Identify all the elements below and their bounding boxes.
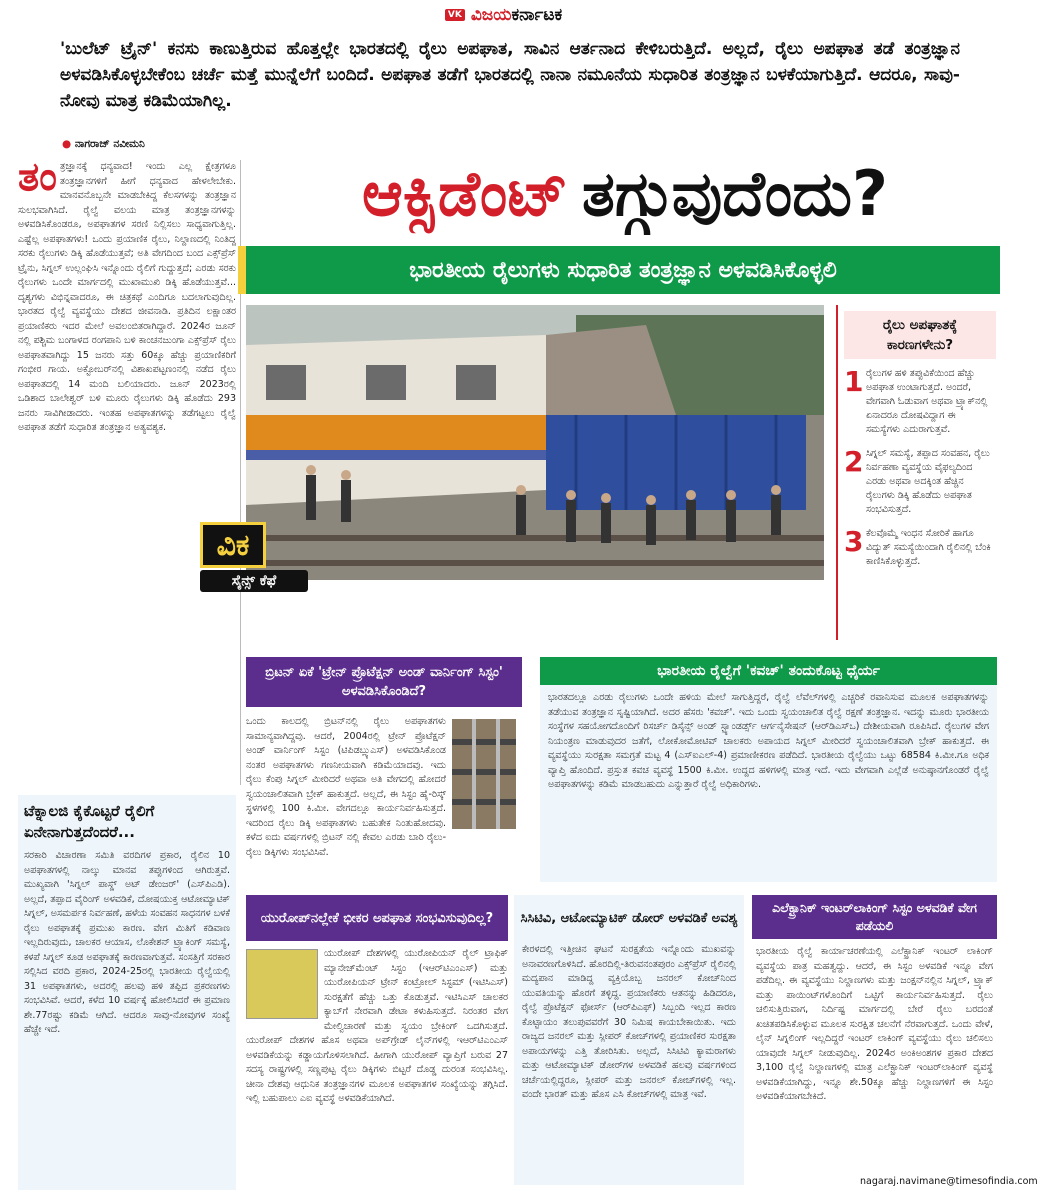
reason-text: ಕೆಲವೊಮ್ಮೆ ಇಂಧನ ಸೋರಿಕೆ ಹಾಗೂ ವಿದ್ಯುತ್ ಸಮಸ್ಯೆಯಿಂದಾಗಿ ರೈಲಿನಲ್ಲಿ ಬೆಂಕಿ ಕಾಣಿಸಿಕೊಳ್ಳುತ್ತದೆ. [866, 528, 991, 567]
europe-text: ಯುರೋಪ್ ದೇಶಗಳಲ್ಲಿ ಯುರೋಪಿಯನ್ ರೈಲ್ ಟ್ರಾಫಿಕ್ ಮ್ಯಾನೇಜ್‌ಮೆಂಟ್ ಸಿಸ್ಟಂ (ಇಆರ್‌ಟಿಎಂಎಸ್) ಮತ್ತು ಯುರೋಪಿಯನ್ ಟ್ರೇನ್ ಕಂಟ್ರೋಲ್ ಸಿಸ್ಟಮ್ (ಇಟಿಸಿಎಸ್) ಸುರಕ್ಷತೆಗೆ ಹೆಚ್ಚು ಒತ್ತು ಕೊಡುತ್ತವೆ. ಇಟಿಸಿಎಸ್ ಚಾಲಕರ ಕ್ಯಾಬ್‌ಗೆ ನೇರವಾಗಿ ಡೇಟಾ ಕಳುಹಿಸುತ್ತದೆ. ನಿರಂತರ ವೇಗ ಮೇಲ್ವಿಚಾರಣೆ ಮತ್ತು ಸ್ವಯಂ ಬ್ರೇಕಿಂಗ್ ಒದಗಿಸುತ್ತದೆ. ಯುರೋಪ್ ದೇಶಗಳ ಹೊಸ ಅಥವಾ ಅಪ್‌ಗ್ರೇಡ್ ಲೈನ್‌ಗಳಲ್ಲಿ ಇಆರ್‌ಟಿಎಂಎಸ್ ಅಳವಡಿಕೆಯನ್ನು ಕಡ್ಡಾಯಗೊಳಿಸಲಾಗಿದೆ. ಹೀಗಾಗಿ ಯುರೋಪ್ ವ್ಯಾಪ್ತಿಗೆ ಬರುವ 27 ಸದಸ್ಯ ರಾಷ್ಟ್ರಗಳಲ್ಲಿ ಸಣ್ಣಪುಟ್ಟ ರೈಲು ಡಿಕ್ಕಿಗಳು ಬಿಟ್ಟರೆ ದೊಡ್ಡ ದುರಂತ ಸಂಭವಿಸಿಲ್ಲ. ಚೀನಾ ದೇಶವು ಆಧುನಿಕ ತಂತ್ರಜ್ಞಾನಗಳ ಮೂಲಕ ಅಪಘಾತಗಳ ಸಂಖ್ಯೆಯನ್ನು ತಗ್ಗಿಸಿದೆ. ಇಲ್ಲಿ ಬಹುಪಾಲು ಎಐ ವ್ಯವಸ್ಥೆ ಅಳವಡಿಕೆಯಾಗಿದೆ. [246, 948, 508, 1104]
europe-train-image [246, 949, 318, 1019]
left-column-article [18, 154, 236, 436]
kavach-title: ಭಾರತೀಯ ರೈಲ್ವೆಗೆ 'ಕವಚ್' ತಂದುಕೊಟ್ಟ ಧೈರ್ಯ [540, 657, 997, 685]
byline: ● ನಾಗರಾಜ್ ನವೀಮನಿ [62, 138, 145, 151]
accident-illustration [246, 305, 824, 580]
headline-part1: ಆಕ್ಸಿಡೆಂಟ್ [362, 157, 569, 230]
europe-box [246, 895, 508, 1185]
reason-item [844, 367, 992, 437]
reason-text: ಸಿಗ್ನಲ್ ಸಮಸ್ಯೆ, ತಪ್ಪಾದ ಸಂವಹನ, ರೈಲು ನಿರ್ವಹಣಾ ವ್ಯವಸ್ಥೆಯ ವೈಫಲ್ಯದಿಂದ ಎರಡು ಅಥವಾ ಅದಕ್ಕಿಂತ ಹೆಚ್ಚಿನ ರೈಲುಗಳು ಡಿಕ್ಕಿ ಹೊಡೆದು ಅಪಘಾತ ಸಂಭವಿಸುತ್ತದೆ. [866, 448, 990, 515]
cctv-text: ಕೇರಳದಲ್ಲಿ ಇತ್ತೀಚಿನ ಘಟನೆ ಸುರಕ್ಷತೆಯ ಇನ್ನೊಂದು ಮುಖವನ್ನು ಅನಾವರಣಗೊಳಿಸಿದೆ. ಹೊರದಿಲ್ಲಿ-ತಿರುವನಂತಪುರಂ ಎಕ್ಸ್‌ಪ್ರೆಸ್ ರೈಲಿನಲ್ಲಿ ಮದ್ಯಪಾನ ಮಾಡಿದ್ದ ವ್ಯಕ್ತಿಯೊಬ್ಬ ಜನರಲ್ ಕೋಚ್‌ನಿಂದ ಯುವತಿಯನ್ನು ಹೊರಗೆ ತಳ್ಳಿದ್ದ. ಪ್ರಯಾಣಿಕರು ಆತನನ್ನು ಹಿಡಿದರೂ, ರೈಲ್ವೆ ಪ್ರೊಟೆಕ್ಷನ್ ಫೋರ್ಸ್ (ಆರ್‌ಪಿಎಫ್) ಸಿಬ್ಬಂದಿ ಇಲ್ಲದ ಕಾರಣ ಕೊಟ್ಟಾಯಂ ತಲುಪುವವರೆಗೆ 30 ನಿಮಿಷ ಕಾಯಬೇಕಾಯಿತು. ಇದು ರಾಜ್ಯದ ಜನರಲ್ ಮತ್ತು ಸ್ಲೀಪರ್ ಕೋಚ್‌ಗಳಲ್ಲಿ ಪ್ರಯಾಣಿಕರ ಸುರಕ್ಷತಾ ಅಪಾಯಗಳನ್ನು ಎತ್ತಿ ತೋರಿಸಿತು. ಅಲ್ಲದೆ, ಸಿಸಿಟಿವಿ ಕ್ಯಾಮರಾಗಳು ಮತ್ತು ಆಟೋಮ್ಯಾಟಿಕ್ ಡೋರ್‌ಗಳ ಅಳವಡಿಕೆ ಹಲವು ವರ್ಷಗಳಿಂದ ಚರ್ಚೆಯಲ್ಲಿದ್ದರೂ, ಸ್ಲೀಪರ್ ಮತ್ತು ಜನರಲ್ ಕೋಚ್‌ಗಳಲ್ಲಿ ಇಲ್ಲ. ವಂದೇ ಭಾರತ್ ಮತ್ತು ಹೊಸ ಎಸಿ ಕೋಚ್‌ಗಳಲ್ಲಿ ಮಾತ್ರ ಇವೆ. [522, 944, 736, 1100]
track-image [452, 719, 516, 829]
cctv-box [514, 895, 744, 1185]
reasons-box [836, 305, 996, 640]
interlocking-text: ಭಾರತೀಯ ರೈಲ್ವೆ ಕಾರ್ಯಾಚರಣೆಯಲ್ಲಿ ಎಲೆಕ್ಟ್ರಾನಿಕ್ ಇಂಟರ್ ಲಾಕಿಂಗ್ ವ್ಯವಸ್ಥೆಯ ಪಾತ್ರ ಮಹತ್ವದ್ದು. ಆದರೆ, ಈ ಸಿಸ್ಟಂ ಅಳವಡಿಕೆ ಇನ್ನೂ ವೇಗ ಪಡೆದಿಲ್ಲ. ಈ ವ್ಯವಸ್ಥೆಯು ನಿಲ್ದಾಣಗಳು ಮತ್ತು ಜಂಕ್ಷನ್‌ನಲ್ಲಿನ ಸಿಗ್ನಲ್, ಟ್ರ್ಯಾಕ್ ಮತ್ತು ಪಾಯಿಂಟ್‌ಗಳೊಂದಿಗೆ ಒಟ್ಟಿಗೆ ಕಾರ್ಯನಿರ್ವಹಿಸುತ್ತದೆ. ರೈಲು ಚಲಿಸುತ್ತಿರುವಾಗ, ನಿರ್ದಿಷ್ಟ ಮಾರ್ಗದಲ್ಲಿ ಬೇರೆ ರೈಲು ಬರದಂತೆ ಖಚಿತಪಡಿಸಿಕೊಳ್ಳುವ ಮೂಲಕ ಸುರಕ್ಷಿತ ಚಲನೆಗೆ ನೆರವಾಗುತ್ತದೆ. ಒಂದು ವೇಳೆ, ಲೈನ್ ಸಿಗ್ನಲಿಂಗ್ ಇಲ್ಲದಿದ್ದರೆ ಇಂಟರ್ ಲಾಕಿಂಗ್ ವ್ಯವಸ್ಥೆಯು ರೈಲು ಚಲಿಸಲು ಯಾವುದೇ ಸಿಗ್ನಲ್ ನೀಡುವುದಿಲ್ಲ. 2024ರ ಅಂಕಿಅಂಶಗಳ ಪ್ರಕಾರ ದೇಶದ 3,100 ರೈಲ್ವೆ ನಿಲ್ದಾಣಗಳಲ್ಲಿ ಮಾತ್ರ ಎಲೆಕ್ಟ್ರಾನಿಕ್ ಇಂಟರ್‌ಲಾಕಿಂಗ್ ವ್ಯವಸ್ಥೆ ಅಳವಡಿಕೆಯಾಗಿದ್ದು, ಇನ್ನೂ ಶೇ.50ಕ್ಕೂ ಹೆಚ್ಚು ನಿಲ್ದಾಣಗಳಿಗೆ ಈ ಸಿಸ್ಟಂ ಅಳವಡಿಕೆಯಾಗಬೇಕಿದೆ. [756, 946, 993, 1102]
reasons-title: ರೈಲು ಅಪಘಾತಕ್ಕೆ ಕಾರಣಗಳೇನು? [844, 311, 996, 359]
interlocking-box [752, 895, 997, 1170]
britain-box [246, 657, 522, 887]
reason-text: ರೈಲುಗಳ ಹಳಿ ತಪ್ಪುವಿಕೆಯಿಂದ ಹೆಚ್ಚು ಅಪಘಾತ ಉಂಟಾಗುತ್ತದೆ. ಅಂದರೆ, ವೇಗವಾಗಿ ಓಡುವಾಗ ಅಥವಾ ಟ್ರ್ಯಾಕ್‌ನಲ್ಲಿ ಏನಾದರೂ ದೋಷವಿದ್ದಾಗ ಈ ಸಮಸ್ಯೆಗಳು ಎದುರಾಗುತ್ತವೆ. [866, 368, 988, 435]
headline-part2: ತಗ್ಗುವುದೆಂದು? [582, 157, 888, 230]
left-column-text: ತ್ರಜ್ಞಾನಕ್ಕೆ ಧನ್ಯವಾದ! ಇಂದು ಎಲ್ಲ ಕ್ಷೇತ್ರಗಳೂ ತಂತ್ರಜ್ಞಾನಗಳಿಗೆ ಹೀಗೆ ಧನ್ಯವಾದ ಹೇಳಲೇಬೇಕು. ಮಾನವನೊಬ್ಬನೇ ಮಾಡಬೇಕಿದ್ದ ಕೆಲಸಗಳನ್ನು ತಂತ್ರಜ್ಞಾನ ಸುಲಭವಾಗಿಸಿದೆ. ರೈಲ್ವೆ ವಲಯ ಮಾತ್ರ ತಂತ್ರಜ್ಞಾನಗಳನ್ನು ಅಳವಡಿಸಿಕೊಂಡರೂ, ಅಪಘಾತಗಳ ಸರಣಿ ನಿಲ್ಲಿಸಲು ಸಾಧ್ಯವಾಗುತ್ತಿಲ್ಲ. ಎಷ್ಟೆಲ್ಲ ಅಪಘಾತಗಳು! ಒಂದು ಪ್ರಯಾಣಿಕ ರೈಲು, ನಿಲ್ದಾಣದಲ್ಲಿ ನಿಂತಿದ್ದ ಸರಕು ರೈಲುಗಳು ಡಿಕ್ಕಿ ಹೊಡೆಯುತ್ತವೆ; ಅತಿ ವೇಗದಿಂದ ಬಂದ ಎಕ್ಸ್‌ಪ್ರೆಸ್ ಟ್ರೈನು, ಸಿಗ್ನಲ್ ಉಲ್ಲಂಘಿಸಿ ಇನ್ನೊಂದು ರೈಲಿಗೆ ಗುದ್ದುತ್ತದೆ; ಎರಡು ಸರಕು ರೈಲುಗಳು ಒಂದೇ ಮಾರ್ಗದಲ್ಲಿ ಮುಖಾಮುಖಿ ಡಿಕ್ಕಿ ಹೊಡೆಯುತ್ತವೆ... ದೃಶ್ಯಗಳು ವಿಭಿನ್ನವಾದರೂ, ಈ ಚಿತ್ರಕಥೆ ಎಂದಿಗೂ ಬದಲಾಗುವುದಿಲ್ಲ. ಭಾರತದ ರೈಲ್ವೆ ವ್ಯವಸ್ಥೆಯು ದೇಶದ ಜೀವನಾಡಿ. ಪ್ರತಿದಿನ ಲಕ್ಷಾಂತರ ಪ್ರಯಾಣಿಕರು ಇದರ ಮೇಲೆ ಅವಲಂಬಿತರಾಗಿದ್ದಾರೆ. 2024ರ ಜೂನ್ ನಲ್ಲಿ ಪಶ್ಚಿಮ ಬಂಗಾಳದ ರಂಗಪಾನಿ ಬಳಿ ಕಾಂಚನಜುಂಗಾ ಎಕ್ಸ್‌ಪ್ರೆಸ್ ರೈಲು ಅಪಘಾತವಾಗಿದ್ದು 15 ಜನರು ಸತ್ತು 60ಕ್ಕೂ ಹೆಚ್ಚು ಪ್ರಯಾಣಿಕರಿಗೆ ಗಂಭೀರ ಗಾಯ. ಅಕ್ಟೋಬರ್‌ನಲ್ಲಿ ವಿಶಾಖಪಟ್ಟಣಂನಲ್ಲಿ ನಡೆದ ರೈಲು ಅಪಘಾತದಲ್ಲಿ 14 ಮಂದಿ ಬಲಿಯಾದರು. ಜೂನ್ 2023ರಲ್ಲಿ ಒಡಿಶಾದ ಬಾಲೇಶ್ವರ್ ಬಳಿ ಮೂರು ರೈಲುಗಳು ಡಿಕ್ಕಿ ಹೊಡೆದು 293 ಜನರು ಸಾವಿಗೀಡಾದರು. ಇಂತಹ ಅಪಘಾತಗಳನ್ನು ತಡೆಗಟ್ಟಲು ರೈಲ್ವೆ ಅಪಘಾತ ತಡೆಗೆ ಸುಧಾರಿತ ತಂತ್ರಜ್ಞಾನ ಅತ್ಯವಶ್ಯಕ. [18, 161, 236, 433]
vk-logo-top: ವಿಕ [200, 522, 266, 568]
cctv-title: ಸಿಸಿಟಿವಿ, ಆಟೋಮ್ಯಾಟಿಕ್ ಡೋರ್ ಅಳವಡಿಕೆ ಅವಶ್ಯ [520, 910, 738, 926]
newspaper-logo: ವಿಜಯಕರ್ನಾಟಕ [470, 5, 563, 25]
vk-logo-bottom: ಸೈನ್ಸ್ ಕೆಫೆ [200, 570, 308, 592]
britain-text: ಒಂದು ಕಾಲದಲ್ಲಿ ಬ್ರಿಟನ್‌ನಲ್ಲಿ ರೈಲು ಅಪಘಾತಗಳು ಸಾಮಾನ್ಯವಾಗಿದ್ದವು. ಆದರೆ, 2004ರಲ್ಲಿ ಟ್ರೇನ್ ಪ್ರೊಟೆಕ್ಷನ್ ಅಂಡ್ ವಾರ್ನಿಂಗ್ ಸಿಸ್ಟಂ (ಟಿಪಿಡಬ್ಲ್ಯುಎಸ್) ಅಳವಡಿಸಿಕೊಂಡ ನಂತರ ಅಪಘಾತಗಳು ಗಣನೀಯವಾಗಿ ಕಡಿಮೆಯಾದವು. ಇದು ರೈಲು ಕೆಂಪು ಸಿಗ್ನಲ್ ಮೀರಿದರೆ ಅಥವಾ ಅತಿ ವೇಗದಲ್ಲಿ ಹೋದರೆ ಸ್ವಯಂಚಾಲಿತವಾಗಿ ಬ್ರೇಕ್ ಹಾಕುತ್ತದೆ. ಅಲ್ಲದೆ, ಈ ಸಿಸ್ಟಂ ಹೈ-ರಿಸ್ಕ್ ಸ್ಥಳಗಳಲ್ಲಿ 100 ಕಿ.ಮೀ. ವೇಗದಲ್ಲೂ ಕಾರ್ಯನಿರ್ವಹಿಸುತ್ತದೆ. ಇದರಿಂದ ರೈಲು ಡಿಕ್ಕಿ ಅಪಘಾತಗಳು ಬಹುತೇಕ ನಿಂತುಹೋದವು. ಕಳೆದ ಐದು ವರ್ಷಗಳಲ್ಲಿ ಬ್ರಿಟನ್ ನಲ್ಲಿ ಕೇವಲ ಎರಡು ಬಾರಿ ರೈಲು-ರೈಲು ಡಿಕ್ಕಿಗಳು ಸಂಭವಿಸಿವೆ. [246, 716, 446, 858]
masthead [0, 0, 1007, 30]
technology-text: ಸರಕಾರಿ ವಿಚಾರಣಾ ಸಮಿತಿ ವರದಿಗಳ ಪ್ರಕಾರ, ರೈಲಿನ 10 ಅಪಘಾತಗಳಲ್ಲಿ ನಾಲ್ಕು ಮಾನವ ತಪ್ಪುಗಳಿಂದ ಆಗಿರುತ್ತವೆ. ಮುಖ್ಯವಾಗಿ 'ಸಿಗ್ನಲ್ ಪಾಸ್ಡ್ ಅಟ್ ಡೇಂಜರ್' (ಎಸ್‌ಪಿಎಡಿ). ಅಲ್ಲದೆ, ತಪ್ಪಾದ ವೈರಿಂಗ್ ಅಳವಡಿಕೆ, ದೋಷಯುಕ್ತ ಆಟೋಮ್ಯಾಟಿಕ್ ಸಿಗ್ನಲ್, ಅಸಮರ್ಪಕ ನಿರ್ವಹಣೆ, ಹಳೆಯ ಸಂವಹನ ಸಾಧನಗಳ ಬಳಕೆ ರೈಲು ಅಪಘಾತಕ್ಕೆ ಪ್ರಮುಖ ಕಾರಣ. ವೇಗ ಮಿತಿಗೆ ಕಡಿವಾಣ ಇಲ್ಲದಿರುವುದು, ಚಾಲಕರ ಆಯಾಸ, ಲೊಕೇಶನ್ ಟ್ರ್ಯಾಕಿಂಗ್ ಸಮಸ್ಯೆ, ಕಳಪೆ ಸಿಗ್ನಲ್ ಕೂಡ ಅಪಘಾತಕ್ಕೆ ಕಾರಣವಾಗುತ್ತವೆ. ಸಂಸತ್ತಿಗೆ ಸರಕಾರ ಸಲ್ಲಿಸಿದ ವರದಿ ಪ್ರಕಾರ, 2024-25ರಲ್ಲಿ ಭಾರತೀಯ ರೈಲ್ವೆಯಲ್ಲಿ 31 ಅಪಘಾತಗಳು, ಅದರಲ್ಲಿ ಹಲವು ಹಳಿ ತಪ್ಪಿದ ಪ್ರಕರಣಗಳು ಸಂಭವಿಸಿವೆ. ಆದರೆ, ಕಳೆದ 10 ವರ್ಷಕ್ಕೆ ಹೋಲಿಸಿದರೆ ಈ ಪ್ರಮಾಣ ಶೇ.77ರಷ್ಟು ಕಡಿಮೆ ಆಗಿದೆ. ಆದರೂ ಸಾವು-ನೋವುಗಳ ಸಂಖ್ಯೆ ಹೆಚ್ಚೇ ಇದೆ. [24, 850, 230, 1035]
train-accident-photo [246, 305, 824, 580]
author-email[interactable]: nagaraj.navimane@timesofindia.com [860, 1176, 1038, 1187]
reason-number: 3 [844, 525, 864, 558]
logo-badge: VK [445, 9, 465, 21]
reason-number: 2 [844, 445, 864, 478]
kavach-box [540, 657, 997, 882]
technology-box [18, 795, 236, 1190]
reason-item [844, 447, 992, 517]
europe-title: ಯುರೋಪ್‌ನಲ್ಲೇಕೆ ಭೀಕರ ಅಪಘಾತ ಸಂಭವಿಸುವುದಿಲ್ಲ? [246, 895, 508, 941]
vk-science-cafe-logo [200, 522, 310, 622]
technology-title: ಟೆಕ್ನಾಲಜಿ ಕೈಕೊಟ್ಟರೆ ರೈಲಿಗೆ ಏನೇನಾಗುತ್ತದೆಂದರೆ... [24, 802, 155, 841]
britain-title: ಬ್ರಿಟನ್ ಏಕೆ 'ಟ್ರೇನ್ ಪ್ರೊಟೆಕ್ಷನ್ ಅಂಡ್ ವಾರ್ನಿಂಗ್ ಸಿಸ್ಟಂ' ಅಳವಡಿಸಿಕೊಂಡಿದೆ? [246, 657, 522, 707]
kavach-text: ಭಾರತದಲ್ಲೂ ಎರಡು ರೈಲುಗಳು ಒಂದೇ ಹಳಿಯ ಮೇಲೆ ಸಾಗುತ್ತಿದ್ದರೆ, ರೈಲ್ವೆ ಲೆವೆಲ್‌ಗಳಲ್ಲಿ ಎಚ್ಚರಿಕೆ ರವಾನಿಸುವ ಮೂಲಕ ಅಪಘಾತಗಳನ್ನು ತಡೆಯುವ ತಂತ್ರಜ್ಞಾನ ಸೃಷ್ಟಿಯಾಗಿದೆ. ಅದರ ಹೆಸರು 'ಕವಚ್'. ಇದು ಒಂದು ಸ್ವಯಂಚಾಲಿತ ರೈಲ್ವೆ ರಕ್ಷಣೆ ತಂತ್ರಜ್ಞಾನ. ಇದನ್ನು ಮೂರು ಭಾರತೀಯ ಸಂಸ್ಥೆಗಳ ಸಹಯೋಗದೊಂದಿಗೆ ರಿಸರ್ಚ್ ಡಿಸೈನ್ಸ್ ಅಂಡ್ ಸ್ಟ್ಯಾಂಡರ್ಡ್ಸ್ ಆರ್ಗನೈಸೇಷನ್ (ಆರ್‌ಡಿಎಸ್‌ಒ) ದೇಶೀಯವಾಗಿ ರೂಪಿಸಿದೆ. ರೈಲುಗಳ ವೇಗ ನಿಯಂತ್ರಣ ಮಾಡುವುದರ ಜತೆಗೆ, ಲೋಕೋಮೋಟಿವ್ ಚಾಲಕರು ಅಪಾಯದ ಸಿಗ್ನಲ್ ಮೀರಿದರೆ ಸ್ವಯಂಚಾಲಿತವಾಗಿ ಬ್ರೇಕ್ ಹಾಕುತ್ತದೆ. ಈ ವ್ಯವಸ್ಥೆಯು ಸುರಕ್ಷತಾ ಸಮಗ್ರತೆ ಮಟ್ಟ 4 (ಎಸ್‌ಐಎಲ್-4) ಪ್ರಮಾಣೀಕರಣ ಪಡೆದಿದೆ. ಭಾರತೀಯ ರೈಲ್ವೆಯು ಒಟ್ಟು 68584 ಕಿ.ಮೀ.ಗೂ ಅಧಿಕ ವ್ಯಾಪ್ತಿ ಹೊಂದಿದೆ. ಪ್ರಸ್ತುತ ಕವಚ ವ್ಯವಸ್ಥೆ 1500 ಕಿ.ಮೀ. ಉದ್ದದ ಹಳಿಗಳಲ್ಲಿ ಮಾತ್ರ ಇದೆ. ಇದು ವೇಗವಾಗಿ ಎಲ್ಲೆಡೆ ಅನುಷ್ಠಾನಗೊಂಡರೆ ರೈಲ್ವೆ ಅಪಘಾತಗಳನ್ನು ಕಡಿಮೆ ಮಾಡಬಹುದು ಎನ್ನುತ್ತಾರೆ ರೈಲ್ವೆ ಅಧಿಕಾರಿಗಳು. [548, 692, 989, 790]
interlocking-title: ಎಲೆಕ್ಟ್ರಾನಿಕ್ ಇಂಟರ್‌ಲಾಕಿಂಗ್ ಸಿಸ್ಟಂ ಅಳವಡಿಕೆ ವೇಗ ಪಡೆಯಲಿ [752, 895, 997, 939]
headline [250, 148, 1000, 240]
intro-paragraph: 'ಬುಲೆಟ್ ಟ್ರೈನ್' ಕನಸು ಕಾಣುತ್ತಿರುವ ಹೊತ್ತಲ್ಲೇ ಭಾರತದಲ್ಲಿ ರೈಲು ಅಪಘಾತ, ಸಾವಿನ ಆರ್ತನಾದ ಕೇಳಿಬರುತ್ತಿದೆ. ಅಲ್ಲದೆ, ರೈಲು ಅಪಘಾತ ತಡೆ ತಂತ್ರಜ್ಞಾನ ಅಳವಡಿಸಿಕೊಳ್ಳಬೇಕೆಂಬ ಚರ್ಚೆ ಮತ್ತೆ ಮುನ್ನೆಲೆಗೆ ಬಂದಿದೆ. ಅಪಘಾತ ತಡೆಗೆ ಭಾರತದಲ್ಲಿ ನಾನಾ ನಮೂನೆಯ ಸುಧಾರಿತ ತಂತ್ರಜ್ಞಾನ ಬಳಕೆಯಾಗುತ್ತಿದೆ. ಆದರೂ, ಸಾವು- ನೋವು ಮಾತ್ರ ಕಡಿಮೆಯಾಗಿಲ್ಲ. [60, 39, 960, 111]
reason-number: 1 [844, 365, 864, 398]
reason-item [844, 527, 992, 569]
subhead-banner: ಭಾರತೀಯ ರೈಲುಗಳು ಸುಧಾರಿತ ತಂತ್ರಜ್ಞಾನ ಅಳವಡಿಸಿಕೊಳ್ಳಲಿ [238, 246, 1000, 294]
dropcap: ತಂ [18, 154, 57, 200]
